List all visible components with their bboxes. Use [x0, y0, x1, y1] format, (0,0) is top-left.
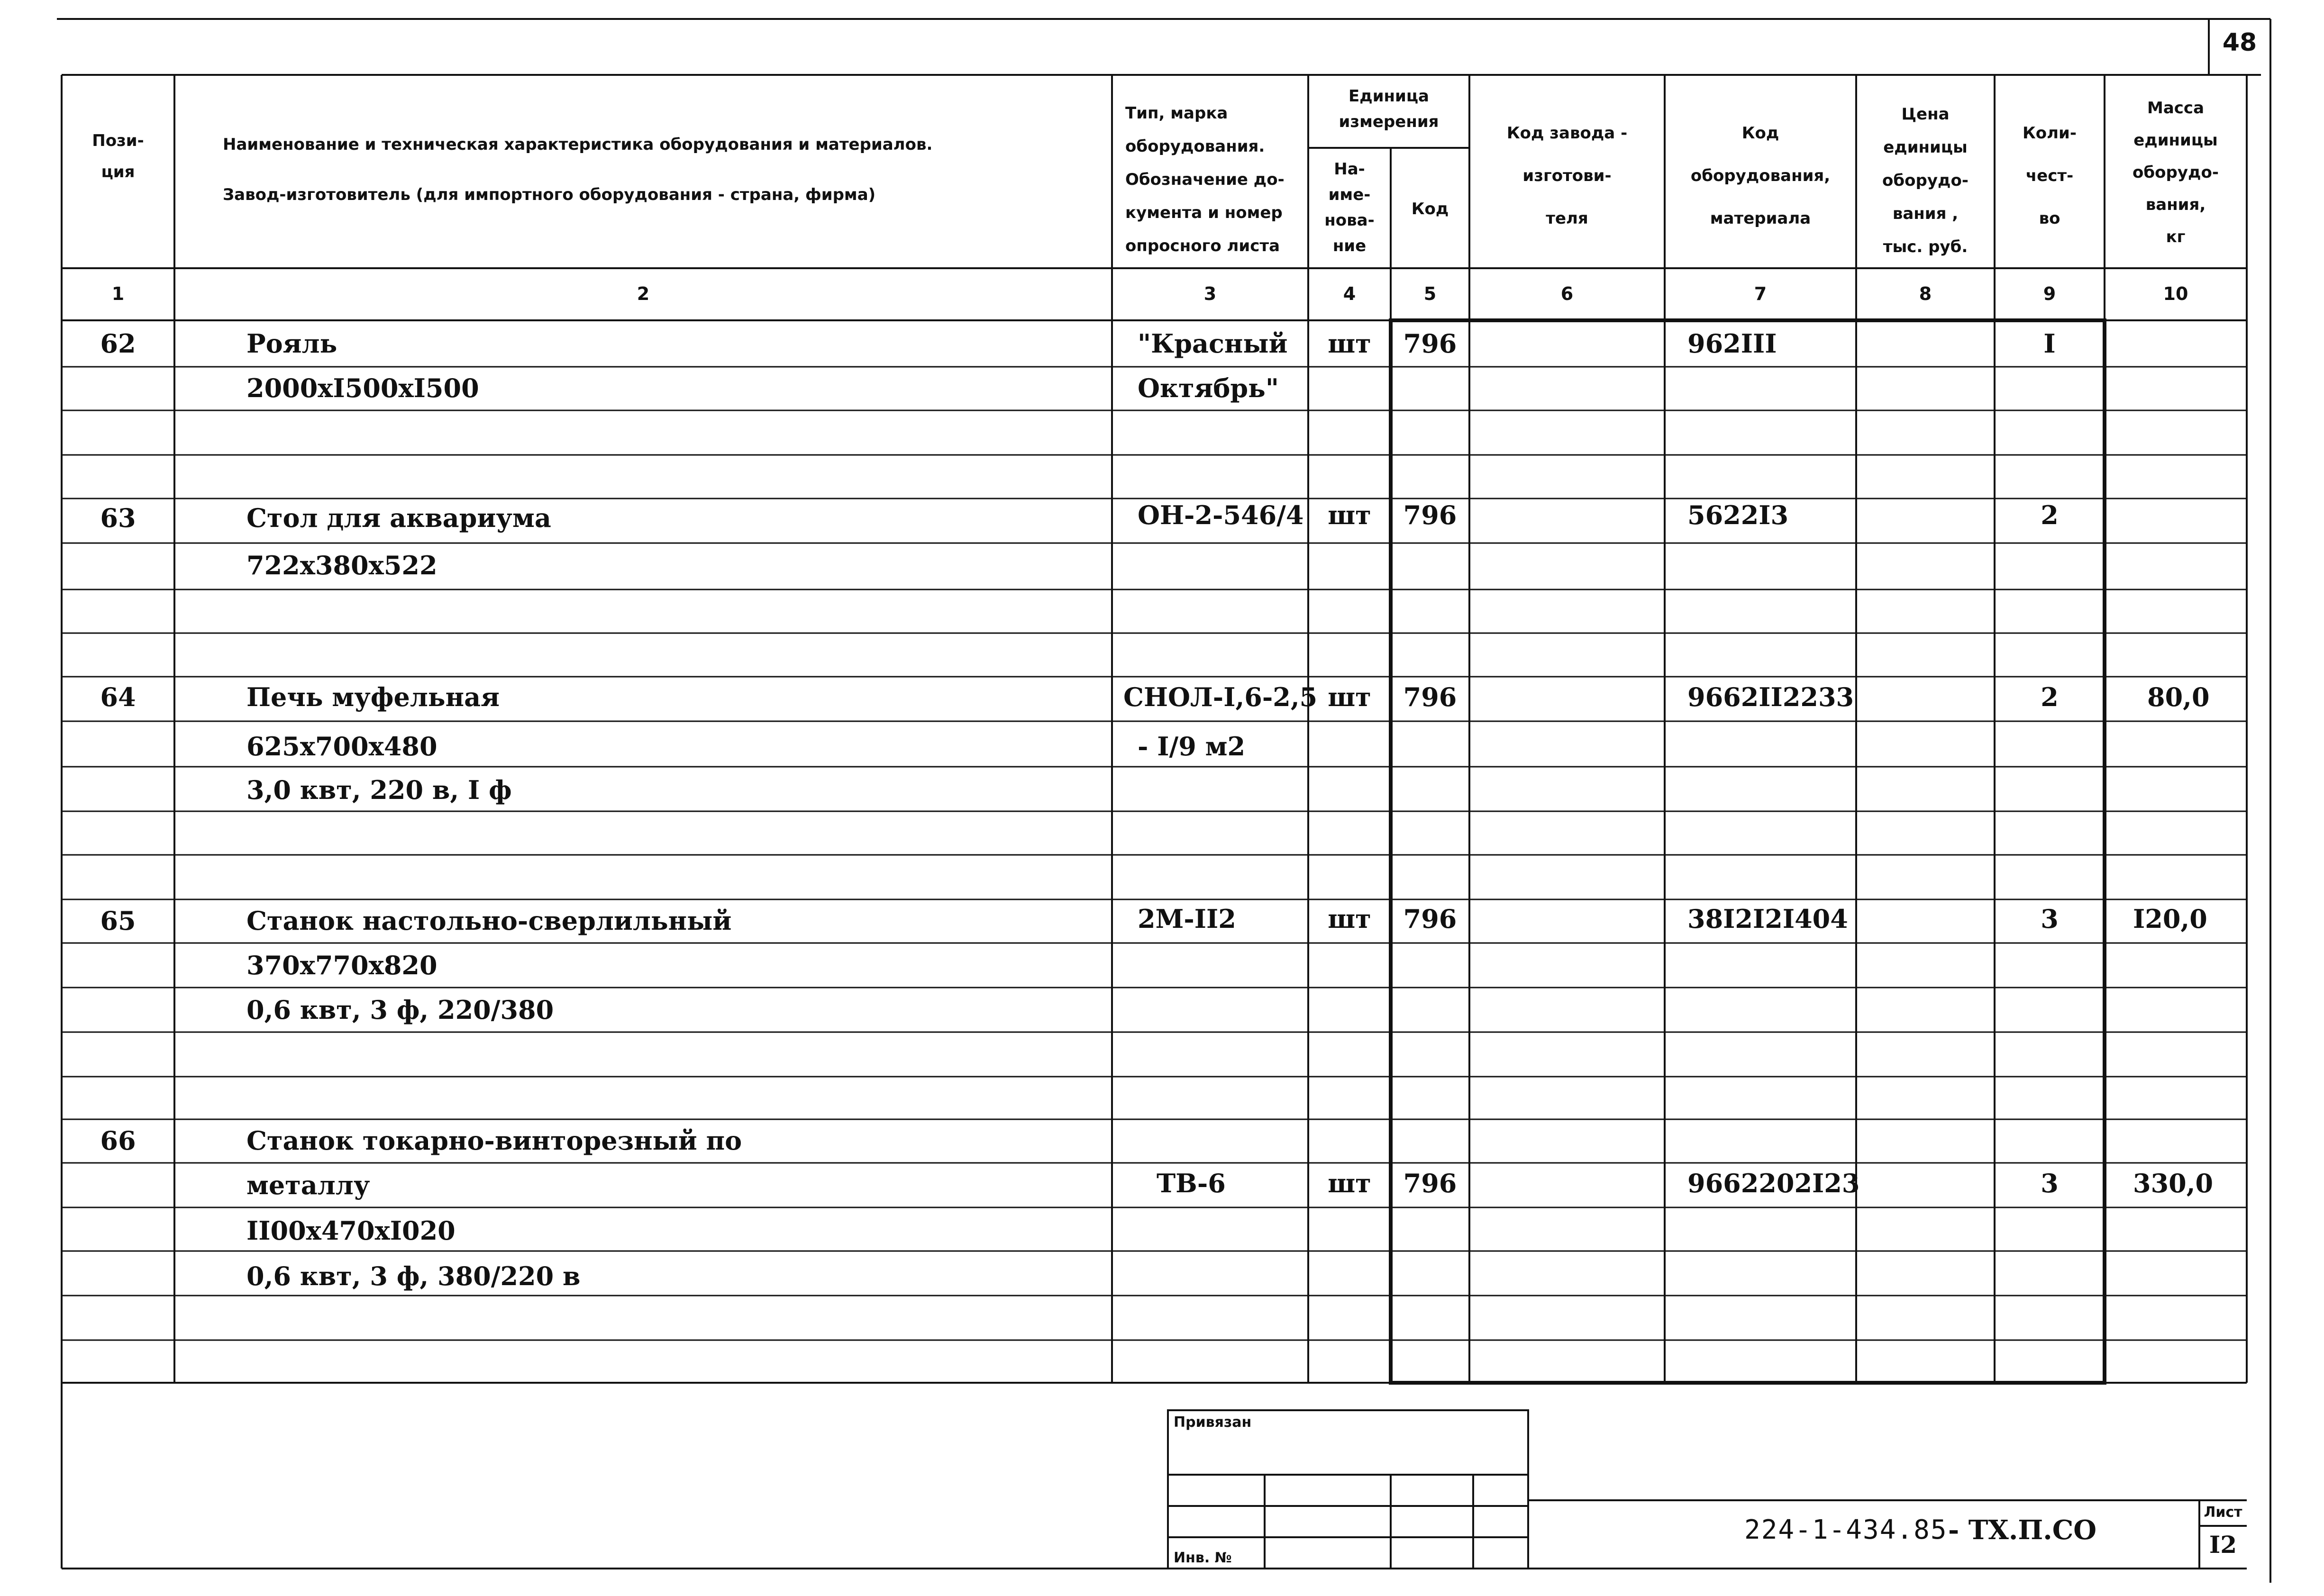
header-col8-line: тыс. руб. [1883, 237, 1968, 256]
header-col9-line: во [2039, 209, 2060, 228]
document-suffix: - ТХ.П.СО [1948, 1514, 2097, 1546]
unit-code: 796 [1403, 500, 1457, 530]
header-col6 [1469, 112, 1665, 240]
item-name-line: Рояль [246, 328, 337, 359]
header-col3-line: Обозначение до- [1125, 170, 1285, 189]
header-col1-line: Пози- [92, 131, 144, 150]
header-col9-line: чест- [2025, 166, 2074, 185]
position-number: 62 [100, 328, 136, 359]
equipment-code: 9662II2233 [1687, 682, 1854, 712]
column-number: 2 [637, 283, 650, 304]
header-col6-line: Код завода - [1506, 124, 1628, 143]
unit-mass: I20,0 [2133, 904, 2207, 934]
header-col1 [62, 125, 174, 188]
header-col10-line: кг [2166, 227, 2186, 246]
unit-name: шт [1328, 328, 1371, 359]
column-number: 3 [1203, 283, 1217, 304]
column-number: 4 [1343, 283, 1356, 304]
header-col6-line: изготови- [1522, 166, 1612, 185]
header-col10-line: единицы [2133, 131, 2218, 150]
unit-code: 796 [1403, 682, 1457, 712]
header-col4-line: нова- [1324, 211, 1375, 230]
header-col8 [1856, 98, 1995, 263]
header-col10 [2105, 92, 2247, 253]
header-col8-line: единицы [1883, 138, 1968, 157]
column-number: 8 [1919, 283, 1932, 304]
header-col10-line: вания, [2145, 195, 2206, 214]
quantity: 3 [2041, 1168, 2059, 1198]
item-spec-line: II00x470xI020 [246, 1215, 456, 1246]
item-name-line: Печь муфельная [246, 682, 500, 712]
header-col4-line: ние [1332, 236, 1367, 255]
unit-name: шт [1328, 1168, 1371, 1198]
header-col10-line: Масса [2147, 99, 2205, 118]
header-col2-line: Завод-изготовитель (для импортного оборудования - страна, фирма) [223, 185, 876, 204]
column-number: 1 [111, 283, 125, 304]
header-col2-line: Наименование и техническая характеристика оборудования и материалов. [223, 135, 933, 154]
quantity: I [2043, 328, 2056, 359]
equipment-type: 2М-II2 [1138, 904, 1236, 934]
header-col8-line: вания , [1892, 204, 1959, 223]
header-col9-line: Коли- [2023, 124, 2077, 143]
unit-mass: 80,0 [2147, 682, 2210, 712]
item-name-line: Станок токарно-винторезный по [246, 1125, 742, 1156]
unit-code: 796 [1403, 328, 1457, 359]
header-col1-line: ция [101, 163, 135, 181]
header-col3-line: оборудования. [1125, 137, 1265, 156]
unit-code: 796 [1403, 904, 1457, 934]
quantity: 3 [2041, 904, 2059, 934]
equipment-type: - I/9 м2 [1138, 731, 1246, 762]
equipment-code: 9662202I23 [1687, 1168, 1860, 1198]
equipment-code: 38I2I2I404 [1687, 904, 1848, 934]
privyazan-label: Привязан [1174, 1414, 1252, 1431]
header-col10-line: оборудо- [2133, 163, 2219, 182]
column-number: 5 [1423, 283, 1437, 304]
item-power-line: 0,6 квт, 3 ф, 380/220 в [246, 1261, 581, 1291]
header-col7 [1665, 112, 1856, 240]
item-power-line: 3,0 квт, 220 в, I ф [246, 775, 512, 805]
header-col8-line: оборудо- [1882, 171, 1969, 190]
header-col8-line: Цена [1901, 105, 1950, 124]
header-col4-line: На- [1334, 160, 1365, 179]
quantity: 2 [2041, 682, 2059, 712]
item-spec-line: 370x770x820 [246, 950, 437, 980]
header-col9 [1995, 112, 2105, 240]
unit-name: шт [1328, 500, 1371, 530]
item-spec-line: 722x380x522 [246, 550, 437, 580]
header-col5: Код [1411, 200, 1449, 218]
position-number: 66 [100, 1125, 136, 1156]
page-number: 48 [2222, 28, 2257, 57]
item-spec-line: 625x700x480 [246, 731, 437, 762]
header-col4 [1308, 156, 1391, 259]
header-col6-line: теля [1546, 209, 1588, 228]
header-col7-line: оборудования, [1690, 166, 1831, 185]
unit-name: шт [1328, 904, 1371, 934]
sheet-number: I2 [2209, 1531, 2237, 1559]
item-name-line: металлу [246, 1170, 370, 1200]
unit-mass: 330,0 [2133, 1168, 2214, 1198]
header-unit-line: Единица [1349, 87, 1429, 106]
header-unit-group [1308, 83, 1469, 135]
equipment-type: ОН-2-546/4 [1138, 500, 1304, 530]
header-col3 [1125, 97, 1305, 263]
equipment-code: 962III [1687, 328, 1777, 359]
item-name-line: Станок настольно-сверлильный [246, 906, 732, 936]
equipment-code: 5622I3 [1687, 500, 1789, 530]
position-number: 63 [100, 503, 136, 533]
column-number: 9 [2043, 283, 2056, 304]
position-number: 65 [100, 906, 136, 936]
item-spec-line: 2000xI500xI500 [246, 373, 479, 403]
equipment-type: Октябрь" [1138, 373, 1279, 403]
header-col4-line: име- [1328, 185, 1371, 204]
unit-name: шт [1328, 682, 1371, 712]
document-code: 224-1-434.85 [1744, 1514, 1948, 1545]
column-number: 6 [1560, 283, 1574, 304]
column-number: 10 [2163, 283, 2188, 304]
header-col3-line: опросного листа [1125, 236, 1280, 255]
unit-code: 796 [1403, 1168, 1457, 1198]
equipment-type: ТВ-6 [1157, 1168, 1226, 1198]
header-unit-line: измерения [1339, 112, 1439, 131]
equipment-type: "Красный [1138, 328, 1288, 359]
header-col3-line: Тип, марка [1125, 104, 1228, 123]
inventory-number-label: Инв. № [1174, 1550, 1232, 1566]
header-col7-line: Код [1741, 124, 1779, 143]
sheet-label: Лист [2204, 1504, 2242, 1521]
equipment-type: СНОЛ-I,6-2,5 [1123, 682, 1318, 712]
header-col7-line: материала [1710, 209, 1811, 228]
position-number: 64 [100, 682, 136, 712]
item-name-line: Стол для аквариума [246, 503, 551, 533]
quantity: 2 [2041, 500, 2059, 530]
item-power-line: 0,6 квт, 3 ф, 220/380 [246, 995, 554, 1025]
header-col2 [223, 119, 1104, 220]
column-number: 7 [1754, 283, 1767, 304]
header-col3-line: кумента и номер [1125, 203, 1283, 222]
